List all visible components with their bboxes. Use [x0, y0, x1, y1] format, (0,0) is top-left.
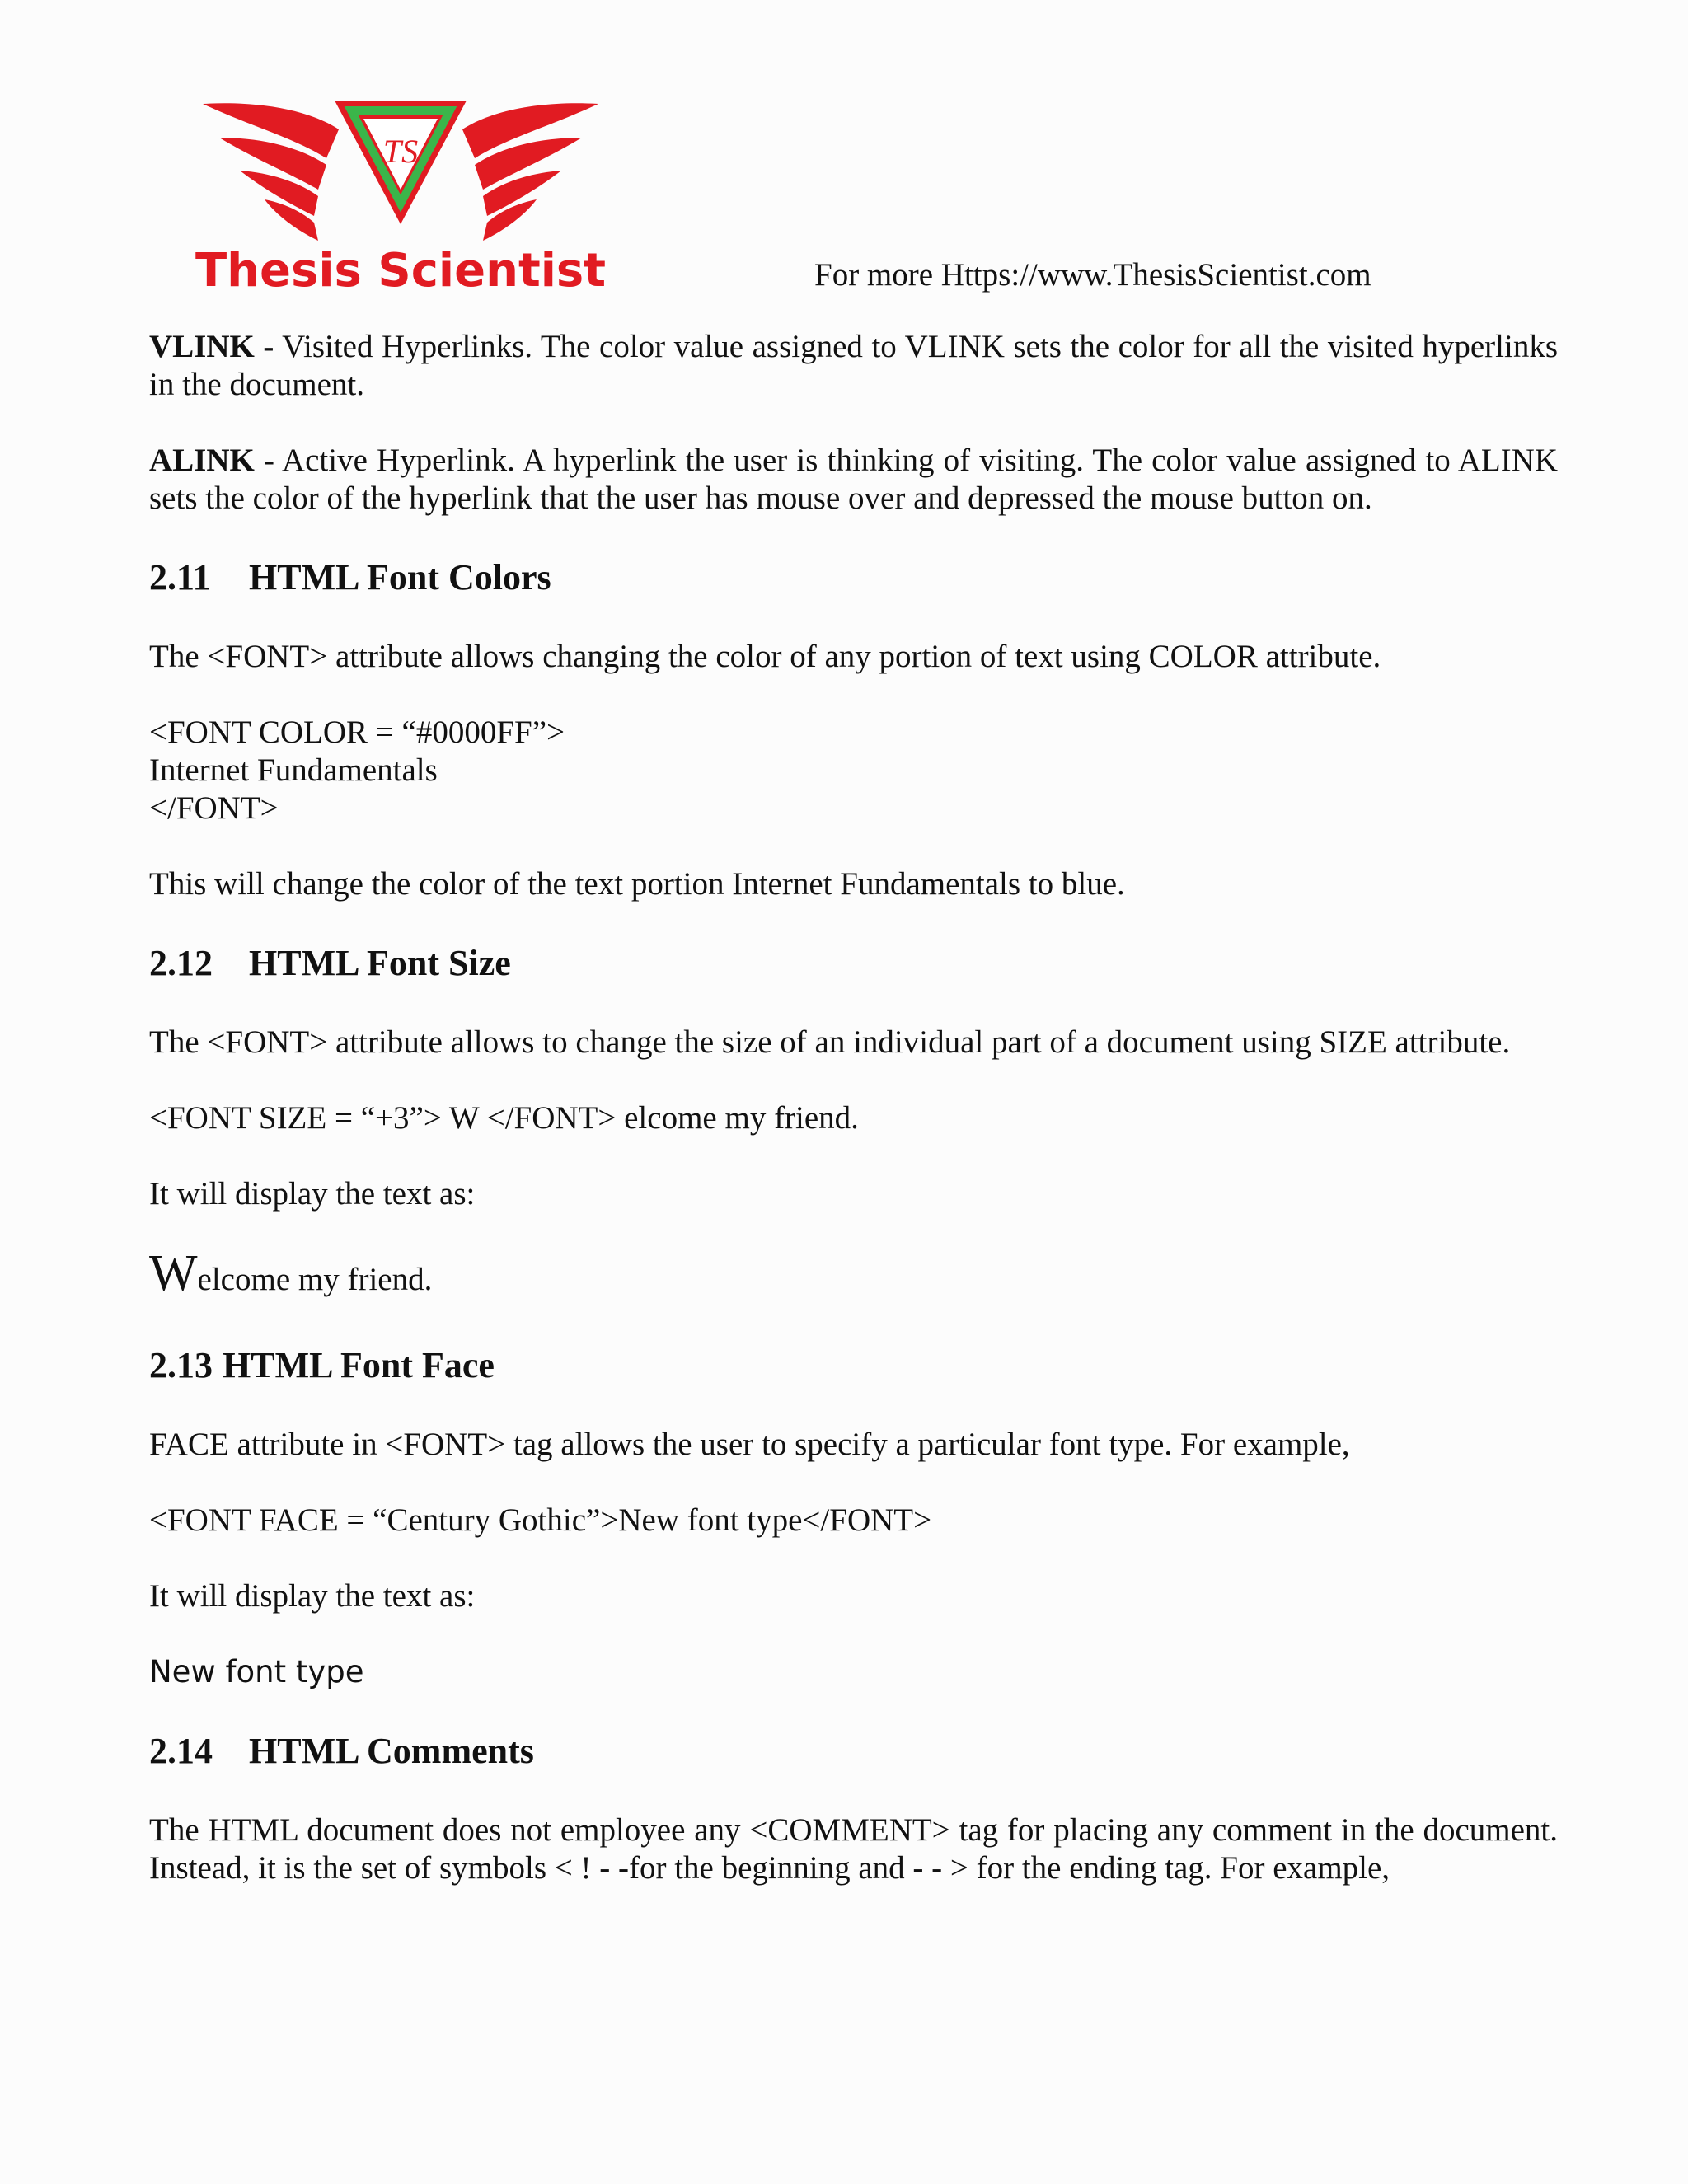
- font-color-code-block: [149, 714, 1558, 827]
- font-size-intro: The <FONT> attribute allows to change the size of an individual part of a document using SIZE attribute.: [149, 1024, 1511, 1060]
- alink-term: ALINK -: [149, 443, 274, 478]
- document-body: [149, 328, 1558, 1887]
- vlink-text: Visited Hyperlinks. The color value assigned to VLINK sets the color for all the visited hyperlinks in the document.: [149, 329, 1559, 402]
- section-heading-2-11: 2.11 HTML Font Colors: [149, 557, 551, 598]
- alink-text: Active Hyperlink. A hyperlink the user is thinking of visiting. The color value assigned to ALINK sets the color of the hyperlink that the user has mouse over and depressed the mouse button on.: [149, 443, 1559, 516]
- vlink-term: VLINK -: [149, 329, 274, 364]
- font-face-sample: New font type: [149, 1654, 364, 1690]
- font-face-display-label: It will display the text as:: [149, 1578, 476, 1614]
- font-face-intro: FACE attribute in <FONT> tag allows the user to specify a particular font type. For example,: [149, 1427, 1350, 1462]
- triangle-emblem-icon: [335, 101, 467, 224]
- logo-wordmark: Thesis Scientist: [195, 244, 607, 298]
- font-size-display-label: It will display the text as:: [149, 1176, 476, 1212]
- code-line: <FONT COLOR = “#0000FF”>: [149, 715, 565, 750]
- svg-text:TS: TS: [382, 133, 419, 170]
- font-size-code: <FONT SIZE = “+3”> W </FONT> elcome my friend.: [149, 1100, 859, 1136]
- section-heading-2-13: 2.13 HTML Font Face: [149, 1345, 495, 1385]
- section-heading-2-14: 2.14 HTML Comments: [149, 1731, 534, 1771]
- comments-paragraph: The HTML document does not employee any <COMMENT> tag for placing any comment in the document. Instead, it is the set of symbols < ! - -for the beginning and - - > for the ending tag. For example,: [149, 1812, 1558, 1886]
- header-website-link[interactable]: For more Https://www.ThesisScientist.com: [814, 257, 1372, 293]
- section-heading-2-12: 2.12 HTML Font Size: [149, 943, 511, 983]
- left-wing-icon: [203, 103, 339, 241]
- vlink-paragraph: [149, 328, 1558, 404]
- font-size-sample: Welcome my friend.: [149, 1245, 433, 1301]
- font-face-code: <FONT FACE = “Century Gothic”>New font type</FONT>: [149, 1502, 932, 1538]
- thesis-scientist-logo: [195, 92, 607, 298]
- font-colors-intro: The <FONT> attribute allows changing the color of any portion of text using COLOR attribute.: [149, 639, 1381, 674]
- alink-paragraph: [149, 442, 1558, 518]
- right-wing-icon: [462, 103, 598, 241]
- font-colors-outro: This will change the color of the text portion Internet Fundamentals to blue.: [149, 866, 1125, 902]
- code-line: </FONT>: [149, 790, 279, 826]
- code-line: Internet Fundamentals: [149, 752, 438, 788]
